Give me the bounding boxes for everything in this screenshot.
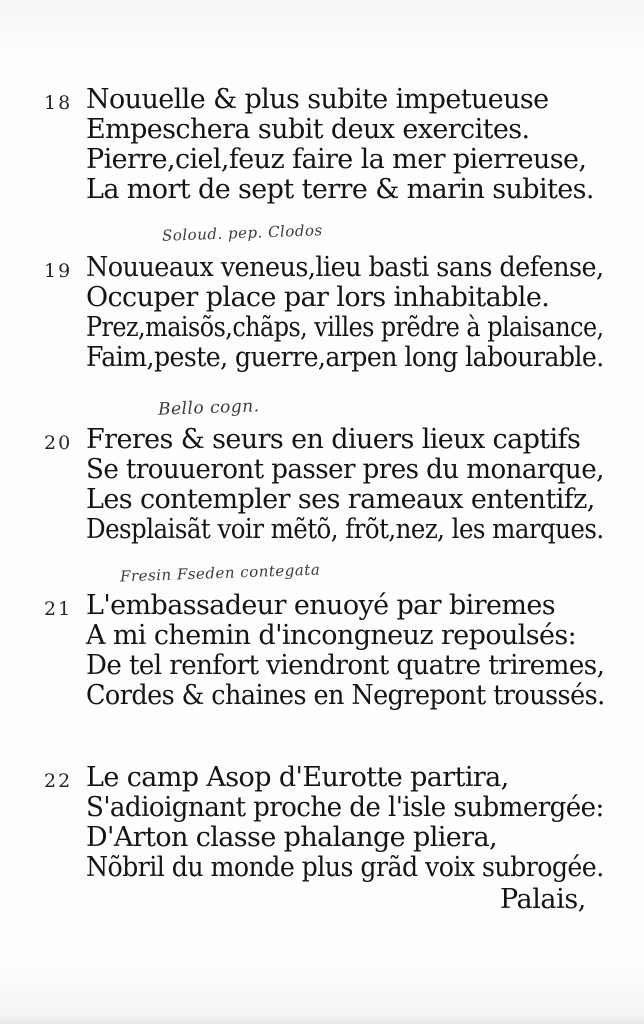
verse-line: Faim,peste, guerre,arpen long labourable. [86,342,604,373]
verse-line: De tel renfort viendront quatre triremes, [86,650,605,681]
quatrain-number: 20 [44,432,73,454]
page-edge [0,1014,644,1024]
verse-line: D'Arton classe phalange pliera, [86,822,497,853]
verse-line: Pierre,ciel,feuz faire la mer pierreuse, [86,144,587,175]
verse-line: Cordes & chaines en Negrepont troussés. [86,680,605,711]
quatrain-number: 22 [44,770,73,792]
verse-line: La mort de sept terre & marin subites. [86,174,594,205]
verse-line: S'adioignant proche de l'isle submergée: [86,792,604,823]
verse-line: Nõbril du monde plus grãd voix subrogée. [86,852,604,883]
handwritten-annotation: Soloud. pep. Clodos [161,221,323,245]
handwritten-annotation: Bello cogn. [157,396,260,420]
verse-line: Nouueaux veneus,lieu basti sans defense, [86,252,604,283]
verse-line: Les contempler ses rameaux ententifz, [86,484,595,515]
verse-line: Desplaisãt voir mẽtõ, frõt,nez, les marques. [86,514,604,545]
verse-line: Freres & seurs en diuers lieux captifs [86,424,581,455]
quatrain-number: 18 [44,92,73,114]
verse-line: Nouuelle & plus subite impetueuse [86,84,549,115]
verse-line: Empeschera subit deux exercites. [86,114,530,145]
quatrain-number: 21 [44,598,73,620]
verse-line: Le camp Asop d'Eurotte partira, [86,762,509,793]
verse-line: Prez,maisõs,chãps, villes prẽdre à plaisance, [86,312,604,343]
quatrain-number: 19 [44,260,73,282]
verse-line: A mi chemin d'incongneuz repoulsés: [86,620,577,651]
handwritten-annotation: Fresin Fseden contegata [119,560,321,586]
verse-line: Occuper place par lors inhabitable. [86,282,550,313]
verse-line: L'embassadeur enuoyé par biremes [86,590,556,621]
catchword: Palais, [499,884,586,915]
verse-line: Se trouueront passer pres du monarque, [86,454,604,485]
